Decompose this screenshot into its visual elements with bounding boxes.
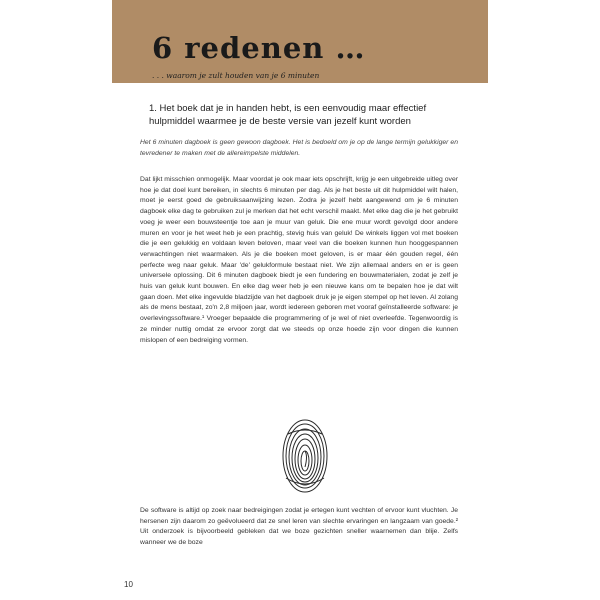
intro-paragraph: Het 6 minuten dagboek is geen gewoon dagboek. Het is bedoeld om je op de lange termijn gelukkiger en tevredener te maken met de allereimpelste middelen. xyxy=(140,139,458,157)
section-heading: 1. Het boek dat je in handen hebt, is een eenvoudig maar effectief hulpmiddel waarmee je de beste versie van jezelf kunt worden xyxy=(149,103,427,127)
chapter-subtitle: . . . waarom je zult houden van je 6 minuten xyxy=(152,71,320,80)
body-paragraph-continued: De software is altijd op zoek naar bedreigingen zodat je ertegen kunt vechten of ervoor kunt vluchten. Je hersenen zijn daarom zo geëvolueerd dat ze snel leren van slechte ervaringen en langzaam van goede.² Uit onderzoek is bijvoorbeeld gebleken dat we boze gezichten sneller waarnemen dan blije. Zelfs wanneer we de boze xyxy=(140,507,458,547)
chapter-title: 6 redenen … xyxy=(152,31,366,65)
page-number: 10 xyxy=(124,580,133,589)
chapter-header xyxy=(112,0,488,83)
fingerprint-icon xyxy=(280,416,330,496)
body-paragraph: Dat lijkt misschien onmogelijk. Maar voordat je ook maar iets opschrijft, krijg je een uitgebreide uitleg over hoe je dat doel kunt bereiken, in slechts 6 minuten per dag. Als je het beste uit dit hulpmiddel wilt halen, moet je eerst goed de gebruiksaanwijzing lezen. Zodra je jezelf hebt aangewend om je 6 minuten dagboek elke dag te gebruiken zul je merken dat het echt verschil maakt. Met elke dag die je het gebruikt voeg je weer een bouwsteentje toe aan je muur van geluk. Die ene muur wordt gevolgd door andere muren en voor je het weet heb je een prachtig, stevig huis van geluk! De winkels liggen vol met boeken die je een gelukkig en voldaan leven beloven, maar veel van die boeken kunnen hun hooggespannen verwachtingen niet waarmaken. Als je die boeken moet geloven, is er maar één gouden regel, één perfecte weg naar geluk. Maar 'de' gelukformule bestaat niet. We zijn allemaal anders en er is geen universele oplossing. Dit 6 minuten dagboek biedt je een fundering en bouwmaterialen, zodat je zelf je huis van geluk kunt bouwen. En elke dag weer heb je een nieuwe kans om te bepalen hoe je dat wilt gaan doen. Met elke ingevulde bladzijde van het dagboek druk je je eigen stempel op het leven. Al zolang als de mens bestaat, zo'n 2,8 miljoen jaar, wordt iedereen geboren met vooraf geïnstalleerde software: je overlevingssoftware.¹ Vroeger bepaalde die programmering of je wel of niet overleefde. Tegenwoordig is ze minder nuttig omdat ze ervoor zorgt dat we steeds op onze hoede zijn voor dingen die kunnen mislopen of een bedreiging vormen. xyxy=(140,176,458,344)
page xyxy=(112,0,488,600)
